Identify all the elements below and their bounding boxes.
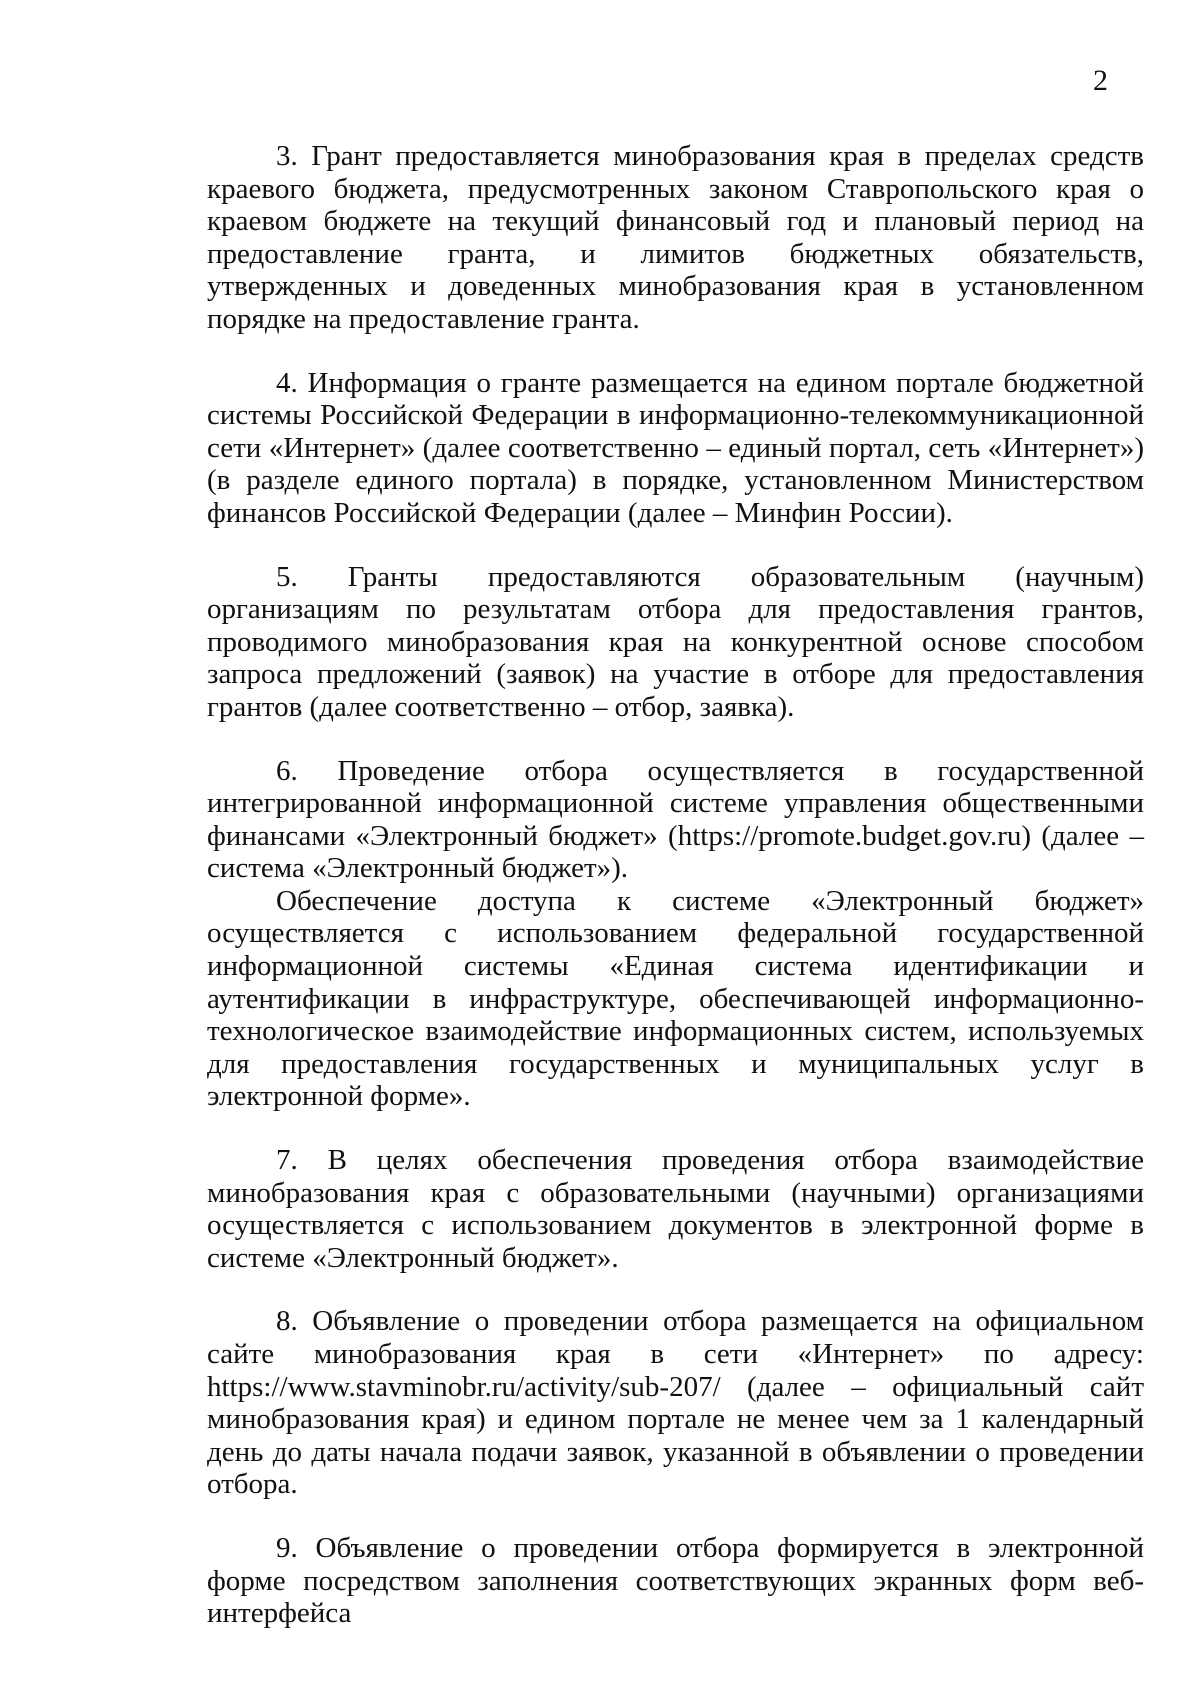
paragraph-9: 9. Объявление о проведении отбора формируется в электронной форме посредством заполнения соответствующих экранных форм веб-интерфейса: [207, 1531, 1144, 1630]
paragraph-5: 5. Гранты предоставляются образовательным (научным) организациям по результатам отбора для предоставления грантов, проводимого минобразования края на конкурентной основе способом запроса предложений (заявок) на участие в отборе для предоставления грантов (далее соответственно – отбор, заявка).: [207, 560, 1144, 723]
page-number: 2: [1093, 64, 1108, 97]
paragraph-8: 8. Объявление о проведении отбора размещается на официальном сайте минобразования края в сети «Интернет» по адресу: https://www.stavminobr.ru/activity/sub-207/ (далее – официальный сайт минобразования края) и едином портале не менее чем за 1 календарный день до даты начала подачи заявок, указанной в объявлении о проведении отбора.: [207, 1305, 1144, 1501]
paragraph-3: 3. Грант предоставляется минобразования края в пределах средств краевого бюджета, предусмотренных законом Ставропольского края о краевом бюджете на текущий финансовый год и плановый период на предоставление гранта, и лимитов бюджетных обязательств, утвержденных и доведенных минобразования края в установленном порядке на предоставление гранта.: [207, 140, 1144, 335]
paragraph-4: 4. Информация о гранте размещается на едином портале бюджетной системы Российской Федерации в информационно-телекоммуникационной сети «Интернет» (далее соответственно – единый портал, сеть «Интернет») (в разделе единого портала) в порядке, установленном Министерством финансов Российской Федерации (далее – Минфин России).: [207, 366, 1144, 529]
paragraph-6-continued: Обеспечение доступа к системе «Электронный бюджет» осуществляется с использованием федеральной государственной информационной системы «Единая система идентификации и аутентификации в инфраструктуре, обеспечивающей информационно-технологическое взаимодействие информационных систем, используемых для предоставления государственных и муниципальных услуг в электронной форме».: [207, 884, 1144, 1113]
paragraph-7: 7. В целях обеспечения проведения отбора взаимодействие минобразования края с образовательными (научными) организациями осуществляется с использованием документов в электронной форме в системе «Электронный бюджет».: [207, 1144, 1144, 1274]
document-body: [207, 140, 1144, 1630]
paragraph-6: 6. Проведение отбора осуществляется в государственной интегрированной информационной системе управления общественными финансами «Электронный бюджет» (https://promote.budget.gov.ru) (далее – система «Электронный бюджет»).: [207, 754, 1144, 885]
